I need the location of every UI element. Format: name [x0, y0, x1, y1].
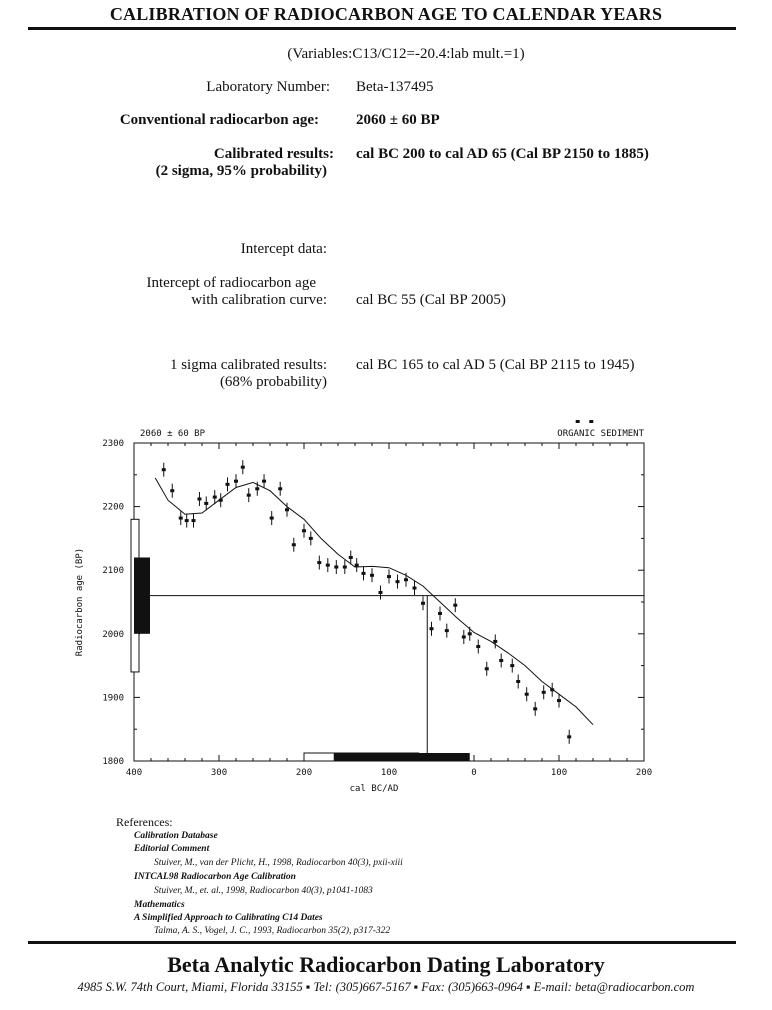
data-point-marker: [370, 574, 374, 577]
data-point: [326, 558, 330, 572]
x-tick-label: 100: [380, 768, 398, 778]
data-point-marker: [499, 659, 503, 662]
data-point: [476, 640, 480, 654]
data-point-marker: [343, 566, 347, 569]
bottom-rule: [28, 941, 736, 944]
data-point-marker: [247, 494, 251, 497]
intercept-label-line2: with calibration curve:: [191, 292, 327, 308]
data-point-marker: [234, 480, 238, 483]
data-point-marker: [379, 591, 383, 594]
y-tick-label: 2000: [102, 629, 124, 640]
data-point-marker: [476, 645, 480, 648]
data-point: [197, 492, 201, 506]
data-point-marker: [317, 561, 321, 564]
data-point-marker: [302, 529, 306, 532]
data-point: [438, 606, 442, 620]
data-point: [162, 463, 166, 477]
data-point: [542, 685, 546, 699]
reference-item: Stuiver, M., et. al., 1998, Radiocarbon 40(3), p1041-1083: [154, 886, 373, 896]
lab-number-label: Laboratory Number:: [206, 79, 330, 95]
data-point: [334, 560, 338, 574]
cal-1sigma-bar: [334, 753, 470, 761]
data-point: [499, 654, 503, 668]
x-tick-label: 0: [471, 768, 477, 778]
data-point-marker: [387, 575, 391, 578]
data-point-marker: [355, 564, 359, 567]
data-point: [485, 662, 489, 676]
data-point: [317, 556, 321, 570]
data-point-marker: [309, 537, 313, 540]
reference-item: INTCAL98 Radiocarbon Age Calibration: [134, 872, 296, 882]
data-point-marker: [255, 487, 259, 490]
data-point: [516, 675, 520, 689]
references-heading: References:: [116, 815, 173, 829]
data-point-marker: [510, 664, 514, 667]
data-point: [370, 568, 374, 582]
data-point: [278, 482, 282, 496]
x-tick-label: 200: [635, 768, 653, 778]
data-point-marker: [567, 735, 571, 738]
data-point-marker: [404, 578, 408, 581]
x-axis-label: cal BC/AD: [349, 784, 399, 794]
chart-title-right: ORGANIC SEDIMENT: [557, 429, 644, 439]
data-point-marker: [179, 517, 183, 520]
data-point-marker: [162, 468, 166, 471]
conventional-age-label: Conventional radiocarbon age:: [119, 112, 319, 128]
x-tick-label: 300: [210, 768, 228, 778]
data-point-marker: [349, 556, 353, 559]
y-tick-label: 2100: [102, 566, 124, 577]
reference-item: Editorial Comment: [134, 844, 210, 854]
data-point-marker: [589, 420, 593, 423]
data-point: [445, 624, 449, 638]
data-point-marker: [396, 580, 400, 583]
data-point: [270, 511, 274, 525]
data-point-marker: [462, 635, 466, 638]
reference-item: A Simplified Approach to Calibrating C14 Dates: [134, 913, 323, 923]
data-point-marker: [468, 632, 472, 635]
data-point-marker: [213, 496, 217, 499]
y-tick-label: 2200: [102, 502, 124, 513]
x-tick-label: 400: [125, 768, 143, 778]
data-point-marker: [241, 466, 245, 469]
data-point: [226, 477, 230, 491]
data-point: [309, 531, 313, 545]
data-point: [525, 687, 529, 701]
lab-name: Beta Analytic Radiocarbon Dating Laboratory: [167, 952, 605, 977]
y-tick-label: 1800: [102, 757, 124, 767]
data-point-marker: [292, 543, 296, 546]
data-point: [510, 659, 514, 673]
data-point-marker: [185, 519, 189, 522]
data-point-marker: [197, 497, 201, 500]
chart-title-left: 2060 ± 60 BP: [140, 429, 206, 439]
data-point-marker: [576, 420, 580, 423]
data-point: [179, 511, 183, 525]
data-point: [241, 460, 245, 474]
data-point-marker: [453, 604, 457, 607]
intercept-value: cal BC 55 (Cal BP 2005): [356, 292, 506, 308]
calibration-curve: [155, 478, 593, 725]
calibration-points: [162, 420, 594, 744]
data-point: [185, 514, 189, 528]
data-point-marker: [550, 688, 554, 691]
data-point: [413, 581, 417, 595]
data-point-marker: [493, 640, 497, 643]
data-point-marker: [438, 612, 442, 615]
one-sigma-value: cal BC 165 to cal AD 5 (Cal BP 2115 to 1945): [356, 357, 635, 373]
lab-number-value: Beta-137495: [356, 79, 434, 95]
one-sigma-sub: (68% probability): [219, 374, 327, 390]
data-point: [462, 630, 466, 644]
data-point-marker: [334, 566, 338, 569]
data-point-marker: [413, 587, 417, 590]
data-point-marker: [445, 629, 449, 632]
data-point: [468, 627, 472, 641]
data-point: [387, 570, 391, 584]
conventional-age-value: 2060 ± 60 BP: [356, 112, 440, 128]
data-point-marker: [362, 572, 366, 575]
plot-frame: [134, 443, 644, 761]
data-point-marker: [192, 519, 196, 522]
data-point: [343, 560, 347, 574]
x-tick-label: 100: [550, 768, 568, 778]
variables-line: (Variables:C13/C12=-20.4:lab mult.=1): [287, 46, 525, 62]
data-point: [567, 730, 571, 744]
data-point: [550, 683, 554, 697]
data-point: [430, 622, 434, 636]
x-tick-label: 200: [295, 768, 313, 778]
data-point: [302, 524, 306, 538]
data-point-marker: [285, 508, 289, 511]
data-point: [533, 702, 537, 716]
data-point-marker: [278, 487, 282, 490]
data-point: [192, 514, 196, 528]
reference-item: Stuiver, M., van der Plicht, H., 1998, Radiocarbon 40(3), pxii-xiii: [154, 858, 403, 868]
data-point-marker: [430, 627, 434, 630]
data-point: [292, 538, 296, 552]
data-point: [219, 493, 223, 507]
data-point-marker: [270, 517, 274, 520]
data-point-marker: [542, 691, 546, 694]
y-axis-label: Radiocarbon age (BP): [75, 547, 85, 657]
reference-item: Calibration Database: [134, 831, 218, 841]
one-sigma-label: 1 sigma calibrated results:: [169, 357, 327, 373]
data-point: [355, 558, 359, 572]
data-point-marker: [516, 680, 520, 683]
data-point: [421, 596, 425, 610]
reference-item: Mathematics: [134, 900, 185, 910]
data-point-marker: [226, 483, 230, 486]
data-point-marker: [533, 707, 537, 710]
data-point: [170, 484, 174, 498]
intercept-label-line1: Intercept of radiocarbon age: [146, 275, 316, 291]
data-point: [362, 566, 366, 580]
calibrated-results-sub: (2 sigma, 95% probability): [155, 163, 327, 179]
data-point-marker: [326, 564, 330, 567]
data-point: [589, 420, 593, 423]
footer-address: 4985 S.W. 74th Court, Miami, Florida 33155 ▪ Tel: (305)667-5167 ▪ Fax: (305)663-0964 ▪ E-mail: beta@radiocarbon.com: [77, 980, 695, 994]
data-point: [493, 634, 497, 648]
data-point-marker: [421, 602, 425, 605]
data-point: [453, 598, 457, 612]
data-point-marker: [485, 667, 489, 670]
data-point-marker: [219, 499, 223, 502]
calibration-chart: [0, 420, 772, 805]
calibrated-results-label: Calibrated results:: [213, 146, 334, 162]
data-point: [234, 474, 238, 488]
intercept-data-label: Intercept data:: [240, 241, 327, 257]
data-point-marker: [170, 489, 174, 492]
reference-item: Talma, A. S., Vogel, J. C., 1993, Radiocarbon 35(2), p317-322: [154, 926, 391, 936]
data-point: [262, 474, 266, 488]
data-point: [379, 585, 383, 599]
axis-ticks: [102, 439, 652, 778]
y-tick-label: 1900: [102, 693, 124, 704]
data-point-marker: [557, 699, 561, 702]
data-point-marker: [262, 480, 266, 483]
data-point: [396, 575, 400, 589]
data-point: [576, 420, 580, 423]
top-rule: [28, 27, 736, 30]
y-tick-label: 2300: [102, 439, 124, 449]
probability-bars: [131, 519, 470, 761]
data-point-marker: [525, 693, 529, 696]
page-title: CALIBRATION OF RADIOCARBON AGE TO CALENDAR YEARS: [109, 4, 663, 24]
calibrated-results-value: cal BC 200 to cal AD 65 (Cal BP 2150 to 1885): [356, 146, 649, 162]
data-point-marker: [204, 502, 208, 505]
data-point: [247, 488, 251, 502]
